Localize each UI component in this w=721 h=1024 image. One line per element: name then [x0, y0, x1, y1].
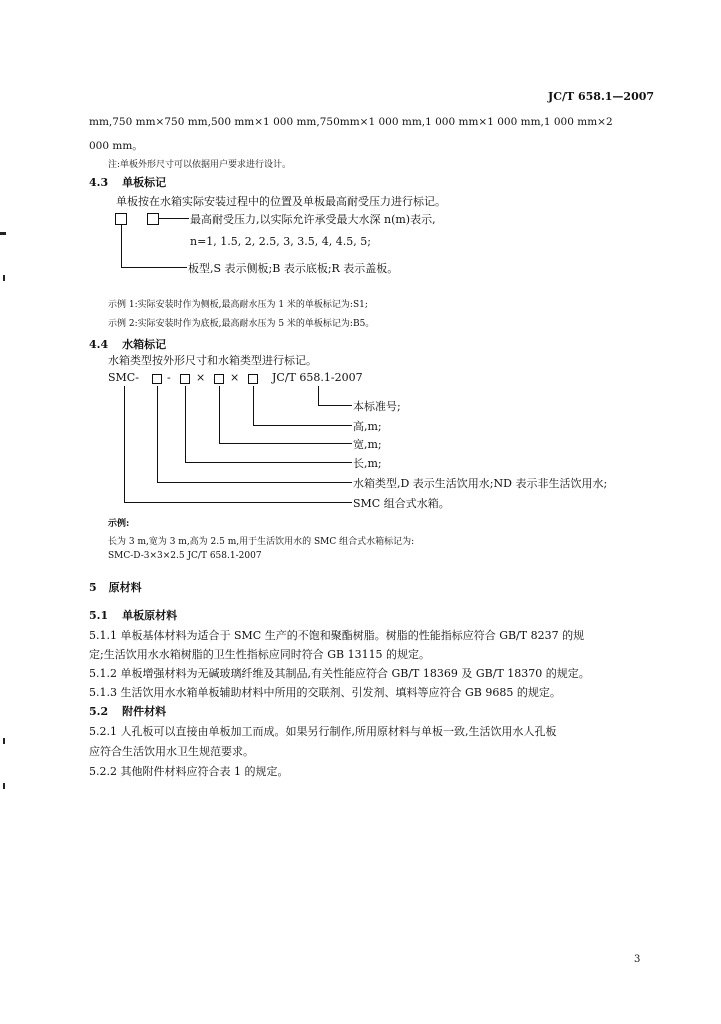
section-number: 5.2 — [89, 705, 109, 718]
code-box-type — [152, 374, 162, 384]
code-box-height — [248, 374, 258, 384]
para-5-2-1-line2: 应符合生活饮用水卫生规范要求。 — [89, 745, 254, 758]
section-number: 5.1 — [89, 609, 109, 622]
marking-box-type — [115, 213, 127, 225]
example-title: 示例: — [108, 519, 130, 529]
label-standard-no: 本标准号; — [353, 400, 401, 413]
code-times: × — [230, 371, 240, 384]
section-5-1-heading — [89, 607, 177, 623]
scan-mark — [3, 738, 5, 744]
leader-line — [219, 386, 220, 443]
code-dash: - — [167, 371, 171, 384]
code-box-length — [180, 374, 190, 384]
section-5-heading — [89, 579, 142, 595]
example-2: 示例 2:实际安装时作为底板,最高耐水压为 5 米的单板标记为:B5。 — [108, 319, 375, 329]
para-5-2-1-line1: 5.2.1 人孔板可以直接由单板加工而成。如果另行制作,所用原材料与单板一致,生活饮用水人孔板 — [89, 725, 557, 738]
intro-line-1: mm,750 mm×750 mm,500 mm×1 000 mm,750mm×1 000 mm,1 000 mm×1 000 mm,1 000 mm×2 — [89, 116, 613, 128]
section-title: 水箱标记 — [122, 338, 167, 351]
leader-line — [124, 386, 125, 502]
leader-line — [157, 386, 158, 482]
label-panel-type: 板型,S 表示侧板;B 表示底板;R 表示盖板。 — [188, 262, 399, 275]
standard-code-header: JC/T 658.1—2007 — [548, 90, 655, 103]
label-height: 高,m; — [353, 420, 382, 433]
leader-line — [159, 218, 189, 219]
example-1: 示例 1:实际安装时作为侧板,最高耐水压为 1 米的单板标记为:S1; — [108, 300, 368, 310]
leader-line — [253, 425, 352, 426]
label-tank-type: 水箱类型,D 表示生活饮用水;ND 表示非生活饮用水; — [353, 477, 608, 490]
para-5-1-2: 5.1.2 单板增强材料为无碱玻璃纤维及其制品,有关性能应符合 GB/T 18369 及 GB/T 18370 的规定。 — [89, 667, 590, 680]
label-width: 宽,m; — [353, 438, 382, 451]
leader-line — [157, 482, 352, 483]
leader-line — [219, 443, 352, 444]
section-4-4-desc: 水箱类型按外形尺寸和水箱类型进行标记。 — [108, 354, 317, 367]
para-5-1-1-line1: 5.1.1 单板基体材料为适合于 SMC 生产的不饱和聚酯树脂。树脂的性能指标应符合 GB/T 8237 的规 — [89, 629, 585, 642]
code-prefix: SMC- — [108, 371, 139, 384]
para-5-1-3: 5.1.3 生活饮用水水箱单板辅助材料中所用的交联剂、引发剂、填料等应符合 GB 9685 的规定。 — [89, 686, 561, 699]
leader-line — [121, 225, 122, 267]
leader-line — [185, 386, 186, 462]
page-number: 3 — [634, 954, 641, 965]
label-pressure: 最高耐受压力,以实际允许承受最大水深 n(m)表示, — [190, 213, 436, 226]
leader-line — [253, 386, 254, 425]
intro-line-2: 000 mm。 — [89, 140, 143, 152]
code-box-width — [214, 374, 224, 384]
code-standard: JC/T 658.1-2007 — [272, 371, 363, 384]
para-5-1-1-line2: 定;生活饮用水水箱树脂的卫生性指标应同时符合 GB 13115 的规定。 — [89, 648, 431, 661]
section-title: 单板原材料 — [122, 609, 178, 622]
section-4-3-heading — [89, 174, 166, 190]
section-number: 4.3 — [89, 176, 109, 189]
leader-line — [121, 267, 187, 268]
section-4-3-desc: 单板按在水箱实际安装过程中的位置及单板最高耐受压力进行标记。 — [116, 195, 446, 208]
section-5-2-heading — [89, 703, 166, 719]
code-times: × — [196, 371, 206, 384]
scan-mark — [3, 783, 5, 789]
label-smc-tank: SMC 组合式水箱。 — [353, 497, 450, 510]
para-5-2-2: 5.2.2 其他附件材料应符合表 1 的规定。 — [89, 765, 289, 778]
intro-note: 注:单板外形尺寸可以依据用户要求进行设计。 — [108, 160, 292, 170]
scan-mark — [0, 232, 6, 235]
leader-line — [318, 386, 319, 405]
label-n-values: n=1, 1.5, 2, 2.5, 3, 3.5, 4, 4.5, 5; — [190, 235, 371, 248]
example-line-1: 长为 3 m,宽为 3 m,高为 2.5 m,用于生活饮用水的 SMC 组合式水箱标记为: — [108, 537, 415, 547]
leader-line — [124, 502, 352, 503]
example-line-2: SMC-D-3×3×2.5 JC/T 658.1-2007 — [108, 551, 262, 561]
leader-line — [318, 405, 352, 406]
label-length: 长,m; — [353, 457, 382, 470]
section-title: 附件材料 — [122, 705, 167, 718]
section-title: 原材料 — [108, 581, 142, 594]
section-4-4-heading — [89, 336, 166, 352]
section-number: 4.4 — [89, 338, 109, 351]
section-number: 5 — [89, 581, 97, 594]
marking-box-pressure — [147, 213, 159, 225]
scan-mark — [3, 275, 5, 281]
leader-line — [185, 462, 352, 463]
section-title: 单板标记 — [122, 176, 167, 189]
